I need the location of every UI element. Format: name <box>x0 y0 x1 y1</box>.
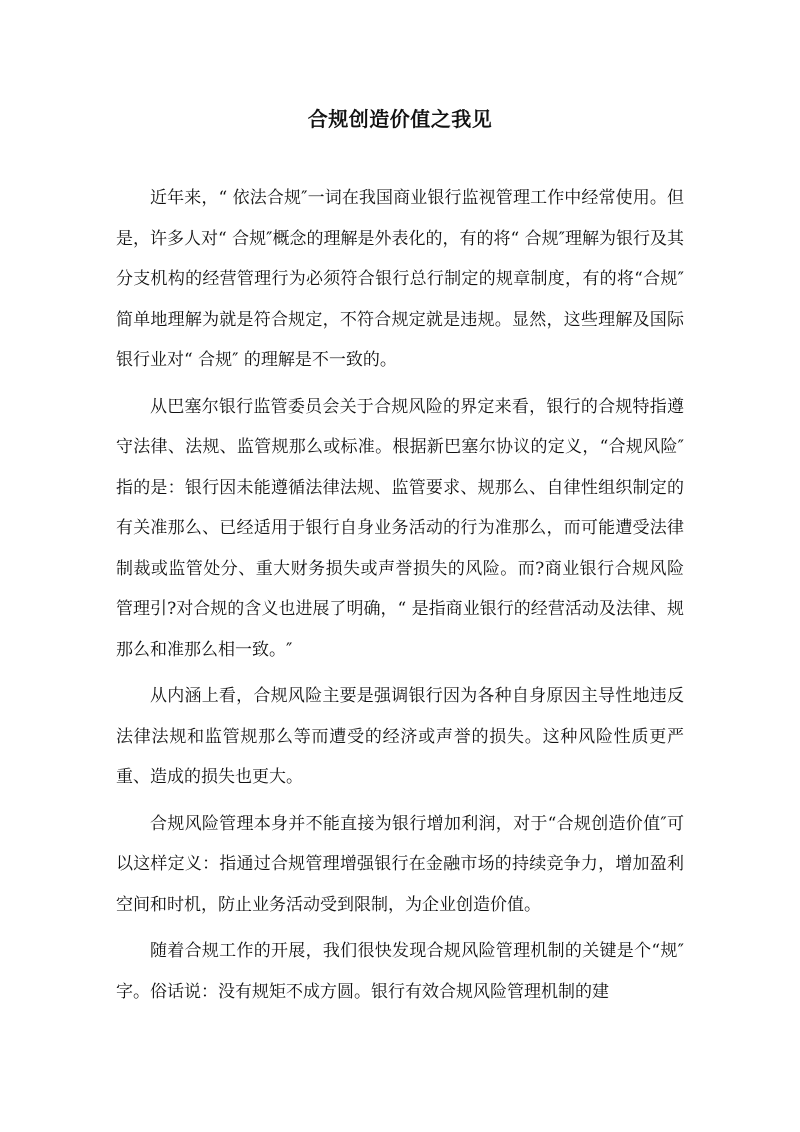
document-body <box>116 178 684 1018</box>
paragraph: 从巴塞尔银行监管委员会关于合规风险的界定来看，银行的合规特指遵守法律、法规、监管规那么或标准。根据新巴塞尔协议的定义，“合规风险″指的是：银行因未能遵循法律法规、监管要求、规那么、自律性组织制定的有关准那么、已经适用于银行自身业务活动的行为准那么，而可能遭受法律制裁或监管处分、重大财务损失或声誉损失的风险。而?商业银行合规风险管理引?对合规的含义也进展了明确，“ 是指商业银行的经营活动及法律、规那么和准那么相一致。″ <box>116 396 684 660</box>
paragraph: 近年来，“ 依法合规″一词在我国商业银行监视管理工作中经常使用。但是，许多人对“ 合规″概念的理解是外表化的，有的将“ 合规″理解为银行及其分支机构的经营管理行为必须符合银行总行制定的规章制度，有的将“合规″简单地理解为就是符合规定，不符合规定就是违规。显然，这些理解及国际银行业对“ 合规″ 的理解是不一致的。 <box>116 188 684 370</box>
document-title: 合规创造价值之我见 <box>307 107 493 131</box>
paragraph: 随着合规工作的开展，我们很快发现合规风险管理机制的关键是个“规″字。俗话说：没有规矩不成方圆。银行有效合规风险管理机制的建 <box>116 941 684 1002</box>
paragraph: 合规风险管理本身并不能直接为银行增加利润，对于“合规创造价值″可以这样定义：指通过合规管理增强银行在金融市场的持续竞争力，增加盈利空间和时机，防止业务活动受到限制，为企业创造价值。 <box>116 813 684 915</box>
paragraph: 从内涵上看，合规风险主要是强调银行因为各种自身原因主导性地违反法律法规和监管规那么等而遭受的经济或声誉的损失。这种风险性质更严重、造成的损失也更大。 <box>116 686 684 787</box>
